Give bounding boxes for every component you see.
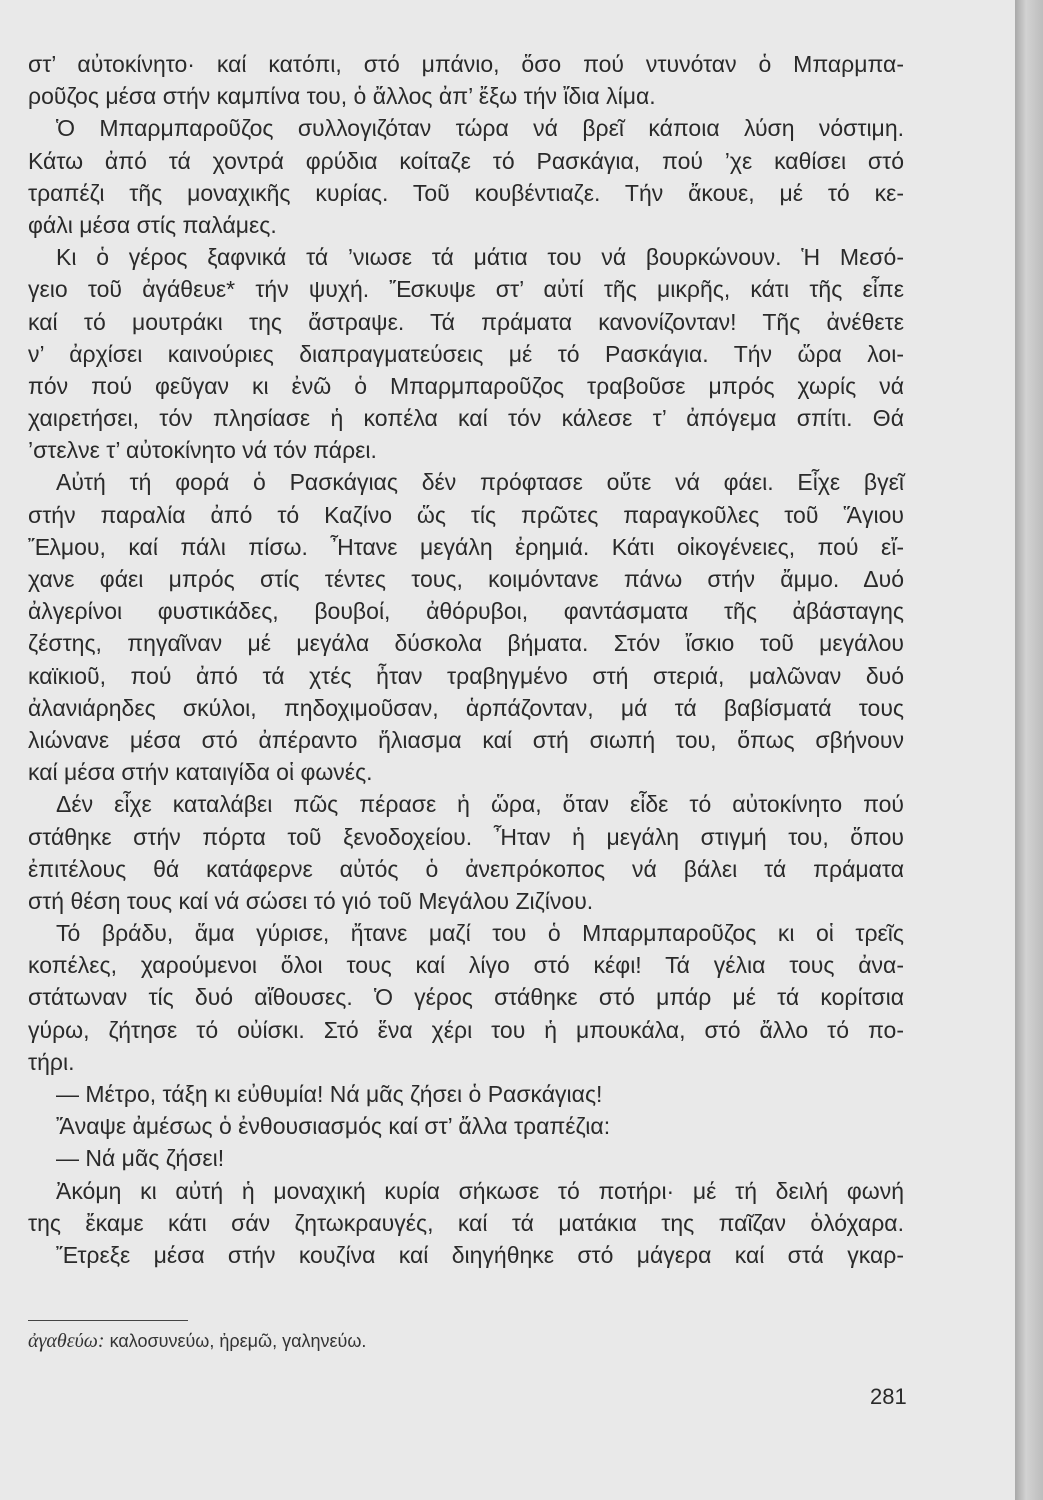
text-line: χαιρετήσει, τόν πλησίασε ἡ κοπέλα καί τόν κάλεσε τ’ ἀπόγεμα σπίτι. Θά	[28, 405, 904, 432]
text-line: Κάτω ἀπό τά χοντρά φρύδια κοίταζε τό Ρασκάγια, πού ’χε καθίσει στό	[28, 147, 904, 174]
text-line: λιώνανε μέσα στό ἀπέραντο ἥλιασμα καί στή σιωπή του, ὅπως σβήνουν	[28, 726, 904, 753]
text-line: Ἔτρεξε μέσα στήν κουζίνα καί διηγήθηκε στό μάγερα καί στά γκαρ-	[56, 1241, 904, 1268]
text-line: Τό βράδυ, ἅμα γύρισε, ἤτανε μαζί του ὁ Μπαρμπαροῦζος κι οἱ τρεῖς	[56, 920, 904, 947]
text-line: καϊκιοῦ, πού ἀπό τά χτές ἦταν τραβηγμένο στή στεριά, μαλῶναν δυό	[28, 662, 904, 689]
text-line: καί μέσα στήν καταιγίδα οἱ φωνές.	[28, 759, 373, 786]
text-line: — Νά μᾶς ζήσει!	[56, 1145, 225, 1172]
text-line: στάτωναν τίς δυό αἴθουσες. Ὁ γέρος στάθηκε στό μπάρ μέ τά κορίτσια	[28, 984, 904, 1011]
page-number: 281	[870, 1384, 907, 1409]
text-line: ζέστης, πηγαῖναν μέ μεγάλα δύσκολα βήματα. Στόν ἴσκιο τοῦ μεγάλου	[28, 630, 904, 657]
text-line: — Μέτρο, τάξη κι εὐθυμία! Νά μᾶς ζήσει ὁ Ρασκάγιας!	[56, 1081, 603, 1107]
text-line: της ἔκαμε κάτι σάν ζητωκραυγές, καί τά ματάκια της παῖζαν ὁλόχαρα.	[28, 1209, 904, 1236]
text-line: τήρι.	[28, 1048, 75, 1075]
footnote	[28, 1330, 366, 1353]
text-line: φάλι μέσα στίς παλάμες.	[28, 211, 277, 238]
text-line: καί τό μουτράκι της ἄστραψε. Τά πράματα κανονίζονταν! Τῆς ἀνέθετε	[28, 308, 904, 335]
text-line: στή θέση τους καί νά σώσει τό γιό τοῦ Μεγάλου Ζιζίνου.	[28, 887, 594, 914]
text-line: Ἀκόμη κι αὐτή ἡ μοναχική κυρία σήκωσε τό ποτήρι· μέ τή δειλή φωνή	[56, 1177, 904, 1204]
text-line: χανε φάει μπρός στίς τέντες τους, κοιμόντανε πάνω στήν ἄμμο. Δυό	[28, 566, 904, 592]
body-text	[28, 48, 904, 1271]
text-line: Ἄναψε ἀμέσως ὁ ἐνθουσιασμός καί στ’ ἄλλα τραπέζια:	[56, 1113, 611, 1140]
text-line: ἀλγερίνοι φυστικάδες, βουβοί, ἀθόρυβοι, φαντάσματα τῆς ἀβάσταγης	[28, 598, 904, 625]
footnote-term: ἀγαθεύω:	[28, 1330, 105, 1352]
text-line: ἀλανιάρηδες σκύλοι, πηδοχιμοῦσαν, ἁρπάζονταν, μά τά βαβίσματά τους	[28, 694, 904, 721]
text-line: ν’ ἀρχίσει καινούριες διαπραγματεύσεις μέ τό Ρασκάγια. Τήν ὥρα λοι-	[28, 340, 904, 367]
text-line: γύρω, ζήτησε τό οὐίσκι. Στό ἕνα χέρι του ἡ μπουκάλα, στό ἄλλο τό πο-	[28, 1016, 904, 1043]
text-line: γειο τοῦ ἀγάθευε* τήν ψυχή. Ἔσκυψε στ’ αὐτί τῆς μικρῆς, κάτι τῆς εἶπε	[28, 276, 904, 303]
text-line: Ὁ Μπαρμπαροῦζος συλλογιζόταν τώρα νά βρεῖ κάποια λύση νόστιμη.	[56, 115, 904, 142]
text-line: ροῦζος μέσα στήν καμπίνα του, ὁ ἄλλος ἀπ’ ἔξω τήν ἴδια λίμα.	[28, 83, 656, 110]
text-line: ’στελνε τ’ αὐτοκίνητο νά τόν πάρει.	[28, 437, 377, 464]
text-line: στήν παραλία ἀπό τό Καζίνο ὥς τίς πρῶτες παραγκοῦλες τοῦ Ἅγιου	[28, 501, 904, 528]
text-line: τραπέζι τῆς μοναχικῆς κυρίας. Τοῦ κουβέντιαζε. Τήν ἄκουε, μέ τό κε-	[28, 179, 904, 206]
text-line: στ’ αὐτοκίνητο· καί κατόπι, στό μπάνιο, ὅσο πού ντυνόταν ὁ Μπαρμπα-	[28, 51, 904, 77]
text-line: πόν πού φεῦγαν κι ἐνῶ ὁ Μπαρμπαροῦζος τραβοῦσε μπρός χωρίς νά	[28, 372, 904, 399]
page-edge	[1015, 0, 1043, 1500]
text-line: κοπέλες, χαρούμενοι ὅλοι τους καί λίγο στό κέφι! Τά γέλια τους ἀνα-	[28, 952, 904, 979]
text-line: Ἔλμου, καί πάλι πίσω. Ἦτανε μεγάλη ἐρημιά. Κάτι οἰκογένειες, πού εἴ-	[28, 533, 904, 560]
footnote-definition: καλοσυνεύω, ἠρεμῶ, γαληνεύω.	[109, 1331, 367, 1351]
footnote-divider	[28, 1320, 188, 1321]
text-line: ἐπιτέλους θά κατάφερνε αὐτός ὁ ἀνεπρόκοπος νά βάλει τά πράματα	[28, 855, 904, 882]
text-line: στάθηκε στήν πόρτα τοῦ ξενοδοχείου. Ἦταν ἡ μεγάλη στιγμή του, ὅπου	[28, 823, 904, 850]
text-line: Δέν εἶχε καταλάβει πῶς πέρασε ἡ ὥρα, ὅταν εἶδε τό αὐτοκίνητο πού	[56, 791, 904, 818]
text-line: Κι ὁ γέρος ξαφνικά τά ’νιωσε τά μάτια του νά βουρκώνουν. Ἡ Μεσό-	[56, 244, 904, 271]
text-line: Αὐτή τή φορά ὁ Ρασκάγιας δέν πρόφτασε οὔτε νά φάει. Εἶχε βγεῖ	[56, 469, 904, 496]
